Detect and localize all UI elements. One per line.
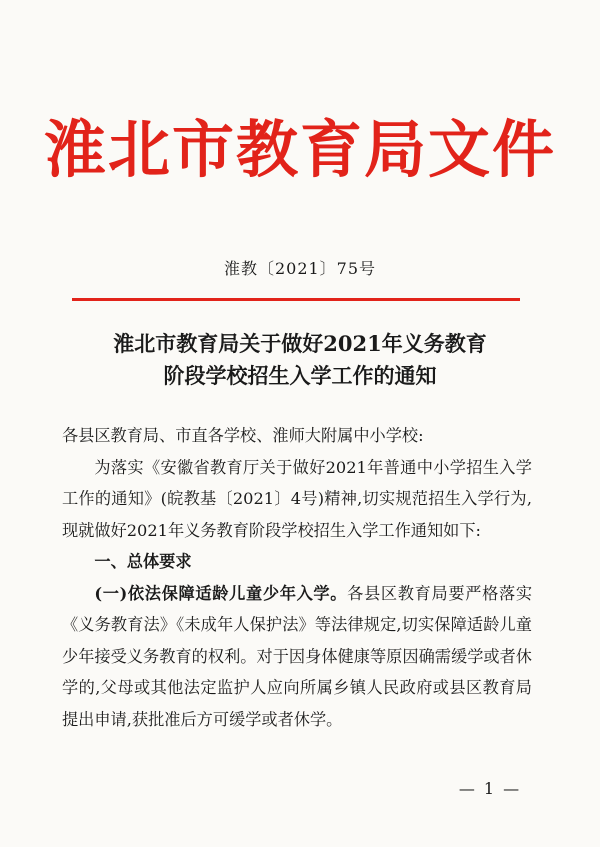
document-masthead: 淮北市教育局文件 [43, 113, 556, 186]
item-paragraph [62, 578, 532, 736]
document-body [62, 420, 532, 735]
section-heading: 一、总体要求 [94, 552, 192, 571]
title-line-2: 阶段学校招生入学工作的通知 [163, 363, 437, 388]
intro-paragraph: 为落实《安徽省教育厅关于做好2021年普通中小学招生入学工作的通知》(皖教基〔2021〕4号)精神,切实规范招生入学行为,现就做好2021年义务教育阶段学校招生入学工作通知如下: [62, 457, 532, 540]
title-line-1: 淮北市教育局关于做好2021年义务教育 [113, 331, 487, 356]
item-text: 各县区教育局要严格落实《义务教育法》《未成年人保护法》等法律规定,切实保障适龄儿童少年接受义务教育的权利。对于因身体健康等原因确需缓学或者休学的,父母或其他法定监护人应向所属乡镇人民政府或县区教育局提出申请,获批准后方可缓学或者休学。 [62, 583, 533, 729]
red-separator-line [72, 298, 520, 301]
page-number: — 1 — [458, 779, 522, 798]
item-lead: (一)依法保障适龄儿童少年入学。 [94, 583, 348, 603]
addressee-line: 各县区教育局、市直各学校、淮师大附属中小学校: [62, 426, 424, 445]
document-title [0, 328, 600, 392]
document-number: 淮教〔2021〕75号 [223, 259, 377, 278]
